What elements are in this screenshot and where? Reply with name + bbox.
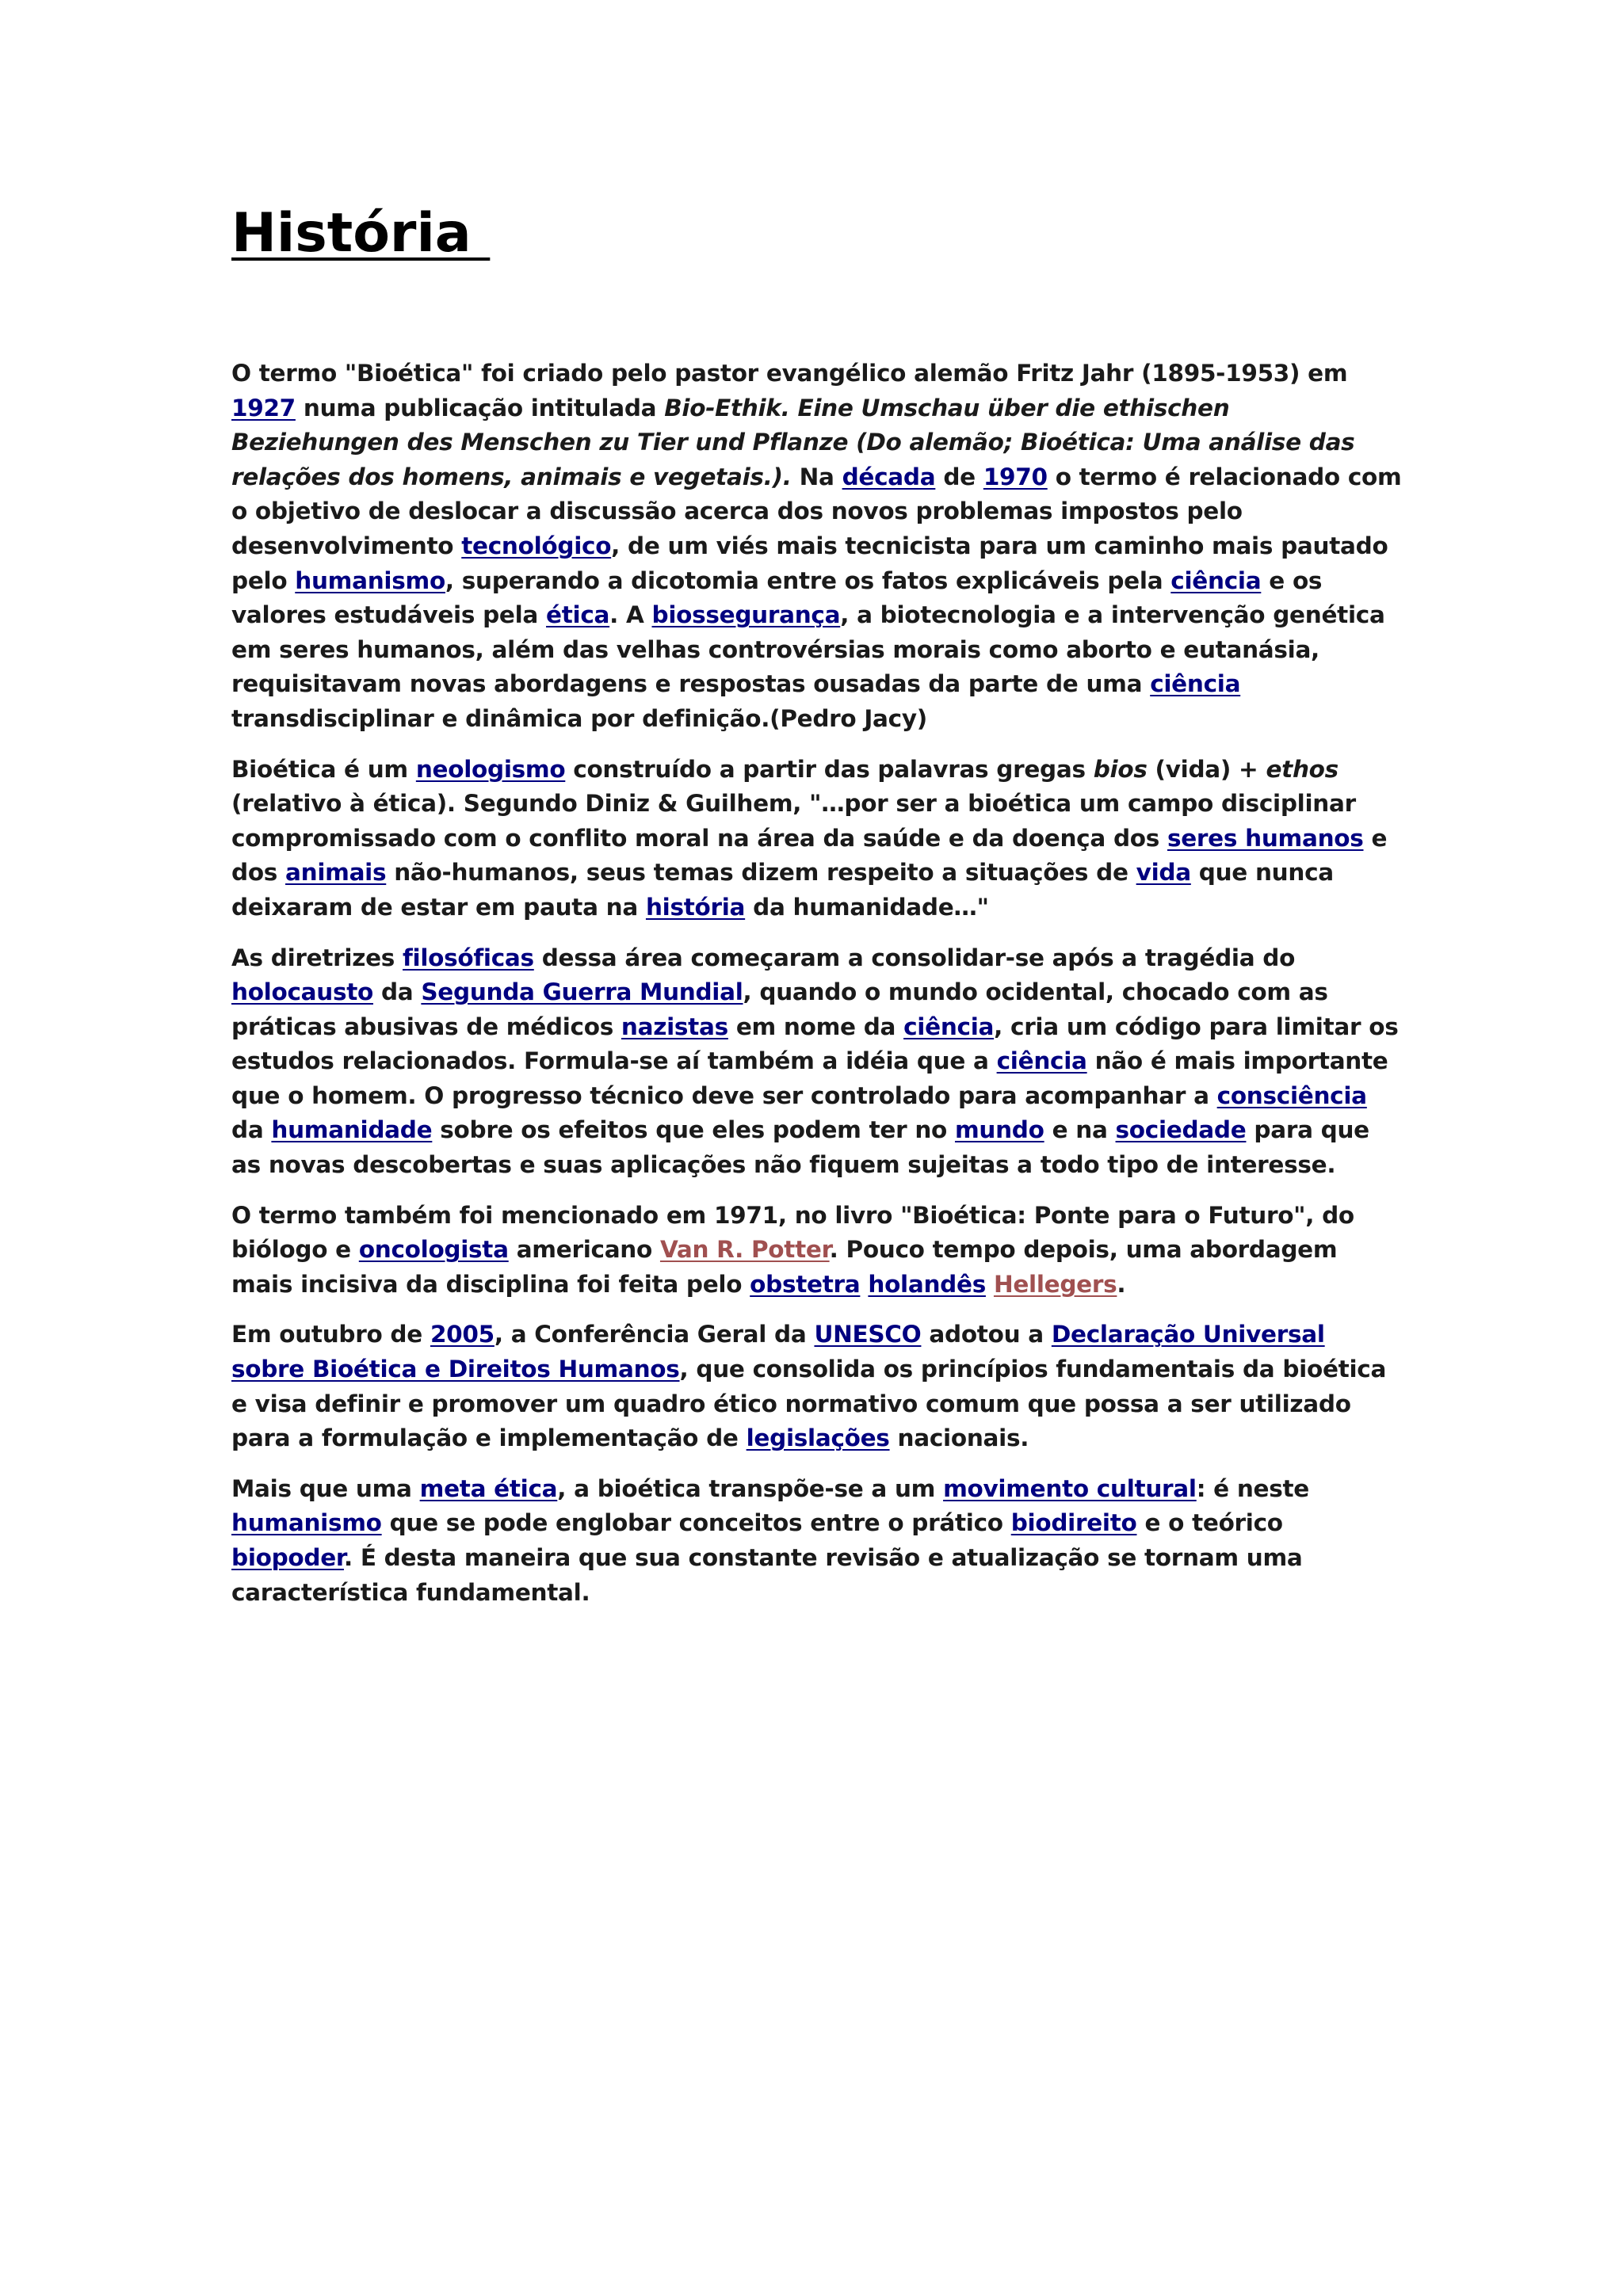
page-title: História bbox=[231, 202, 491, 265]
paragraph bbox=[231, 1318, 1404, 1455]
text-run: americano bbox=[508, 1236, 660, 1264]
text-run: adotou a bbox=[921, 1321, 1052, 1348]
text-run: que nunca deixaram de estar em pauta na bbox=[231, 859, 1334, 921]
text-run: , a bioética transpõe-se a um bbox=[557, 1474, 944, 1502]
text-link[interactable]: ciência bbox=[1170, 566, 1262, 594]
paragraph bbox=[231, 1199, 1404, 1302]
text-run: , a biotecnologia e a intervenção genética em seres humanos, além das velhas controvérsias morais como aborto e eutanásia, requisitavam novas abordagens e respostas ousadas da parte de uma bbox=[231, 601, 1385, 698]
text-run: (vida) + bbox=[1147, 755, 1266, 783]
text-link[interactable]: ética bbox=[546, 601, 610, 629]
text-run: da humanidade…" bbox=[745, 893, 989, 921]
text-run: e os valores estudáveis pela bbox=[231, 566, 1323, 629]
text-link[interactable]: tecnológico bbox=[461, 532, 612, 559]
text-run: o termo é relacionado com o objetivo de deslocar a discussão acerca dos novos problemas impostos pelo desenvolvimento bbox=[231, 463, 1402, 559]
text-run: (relativo à ética). Segundo Diniz & Guilhem, "…por ser a bioética um campo disciplinar compromissado com o conflito moral na área da saúde e da doença dos bbox=[231, 790, 1356, 852]
text-link[interactable]: humanidade bbox=[271, 1116, 433, 1144]
text-run: , de um viés mais tecnicista para um caminho mais pautado pelo bbox=[231, 532, 1388, 594]
text-link[interactable]: Segunda Guerra Mundial bbox=[421, 978, 743, 1006]
text-run: não-humanos, seus temas dizem respeito a situações de bbox=[386, 859, 1136, 887]
text-link[interactable]: biodireito bbox=[1010, 1509, 1137, 1537]
text-link[interactable]: neologismo bbox=[415, 755, 566, 783]
text-link[interactable]: filosóficas bbox=[403, 944, 534, 971]
text-link[interactable]: UNESCO bbox=[814, 1321, 922, 1348]
text-link[interactable]: ciência bbox=[903, 1013, 995, 1040]
text-run: Bioética é um bbox=[231, 755, 416, 783]
text-run: transdisciplinar e dinâmica por definição.(Pedro Jacy) bbox=[231, 704, 927, 732]
italic-text: Bio-Ethik. Eine Umschau über die ethischen Beziehungen des Menschen zu Tier und Pflanze (Do alemão; Bioética: Uma análise das relações dos homens, animais e vegetais.). bbox=[231, 394, 1355, 490]
text-run: da bbox=[231, 1116, 272, 1144]
text-run bbox=[986, 1271, 994, 1298]
text-run: em nome da bbox=[727, 1013, 904, 1040]
text-link[interactable]: holocausto bbox=[231, 978, 373, 1006]
text-run: dessa área começaram a consolidar-se após a tragédia do bbox=[533, 944, 1296, 971]
text-run: e o teórico bbox=[1136, 1509, 1283, 1537]
text-run: : é neste bbox=[1196, 1474, 1310, 1502]
text-run: sobre os efeitos que eles podem ter no bbox=[432, 1116, 955, 1144]
text-link[interactable]: ciência bbox=[996, 1047, 1087, 1075]
text-link[interactable]: nazistas bbox=[621, 1013, 728, 1040]
text-link[interactable]: movimento cultural bbox=[943, 1474, 1197, 1502]
text-run: Mais que uma bbox=[231, 1474, 420, 1502]
text-link[interactable]: Hellegers bbox=[993, 1270, 1117, 1298]
text-link[interactable]: 1970 bbox=[983, 463, 1048, 490]
italic-text: bios bbox=[1093, 755, 1148, 783]
text-run: O termo também foi mencionado em 1971, no livro "Bioética: Ponte para o Futuro", do biólogo e bbox=[231, 1201, 1354, 1264]
text-link[interactable]: consciência bbox=[1216, 1081, 1367, 1109]
text-link[interactable]: década bbox=[842, 463, 936, 490]
text-link[interactable]: vida bbox=[1136, 859, 1191, 887]
paragraph bbox=[231, 357, 1404, 737]
text-run: , cria um código para limitar os estudos relacionados. Formula-se aí também a idéia que a bbox=[231, 1013, 1399, 1075]
text-run: numa publicação intitulada bbox=[295, 394, 665, 421]
text-link[interactable]: holandês bbox=[868, 1270, 986, 1298]
text-link[interactable]: Van R. Potter bbox=[659, 1236, 830, 1264]
text-run: O termo "Bioética" foi criado pelo pastor evangélico alemão Fritz Jahr (1895-1953) em bbox=[231, 360, 1348, 387]
text-run: Em outubro de bbox=[231, 1321, 430, 1348]
paragraph bbox=[231, 753, 1404, 925]
text-run: . É desta maneira que sua constante revisão e atualização se tornam uma característica fundamental. bbox=[231, 1544, 1303, 1606]
text-link[interactable]: meta ética bbox=[419, 1474, 558, 1502]
text-run: nacionais. bbox=[889, 1425, 1029, 1452]
text-run: não é mais importante que o homem. O progresso técnico deve ser controlado para acompanhar a bbox=[231, 1047, 1388, 1109]
paragraph-list bbox=[231, 357, 1404, 1610]
text-run: de bbox=[935, 463, 983, 490]
text-run: da bbox=[372, 978, 422, 1006]
paragraph bbox=[231, 941, 1404, 1183]
text-link[interactable]: 1927 bbox=[231, 394, 296, 421]
text-run: e na bbox=[1044, 1116, 1116, 1144]
text-link[interactable]: humanismo bbox=[295, 566, 445, 594]
text-run: . bbox=[1117, 1270, 1126, 1298]
text-link[interactable]: obstetra bbox=[750, 1270, 861, 1298]
text-run: que se pode englobar conceitos entre o prático bbox=[381, 1509, 1011, 1537]
text-link[interactable]: ciência bbox=[1150, 670, 1241, 698]
text-run: As diretrizes bbox=[231, 944, 403, 971]
text-link[interactable]: animais bbox=[285, 859, 387, 887]
text-link[interactable]: seres humanos bbox=[1167, 824, 1364, 852]
paragraph bbox=[231, 1472, 1404, 1610]
text-link[interactable]: sociedade bbox=[1115, 1116, 1247, 1144]
text-link[interactable]: mundo bbox=[954, 1116, 1044, 1144]
text-run: Na bbox=[791, 463, 842, 490]
text-link[interactable]: história bbox=[645, 893, 746, 921]
text-run: , superando a dicotomia entre os fatos explicáveis pela bbox=[445, 566, 1171, 594]
text-run: , a Conferência Geral da bbox=[494, 1321, 815, 1348]
text-run: e dos bbox=[231, 824, 1388, 887]
text-link[interactable]: oncologista bbox=[358, 1236, 509, 1264]
text-link[interactable]: humanismo bbox=[231, 1509, 382, 1537]
text-run: . A bbox=[609, 601, 652, 629]
text-run: , quando o mundo ocidental, chocado com as práticas abusivas de médicos bbox=[231, 978, 1328, 1040]
text-run: construído a partir das palavras gregas bbox=[565, 755, 1094, 783]
text-link[interactable]: Declaração Universal sobre Bioética e Direitos Humanos bbox=[231, 1321, 1325, 1383]
text-run: . Pouco tempo depois, uma abordagem mais incisiva da disciplina foi feita pelo bbox=[231, 1236, 1338, 1298]
text-link[interactable]: 2005 bbox=[430, 1321, 495, 1348]
text-run: para que as novas descobertas e suas aplicações não fiquem sujeitas a todo tipo de interesse. bbox=[231, 1116, 1369, 1179]
text-link[interactable]: biopoder bbox=[231, 1544, 344, 1571]
text-link[interactable]: legislações bbox=[746, 1425, 890, 1452]
text-run: , que consolida os princípios fundamentais da bioética e visa definir e promover um quadro ético normativo comum que possa a ser utilizado para a formulação e implementação de bbox=[231, 1356, 1387, 1452]
text-link[interactable]: biossegurança bbox=[651, 601, 841, 629]
italic-text: ethos bbox=[1266, 755, 1338, 783]
document-body bbox=[231, 190, 1404, 1626]
text-run bbox=[860, 1271, 868, 1298]
